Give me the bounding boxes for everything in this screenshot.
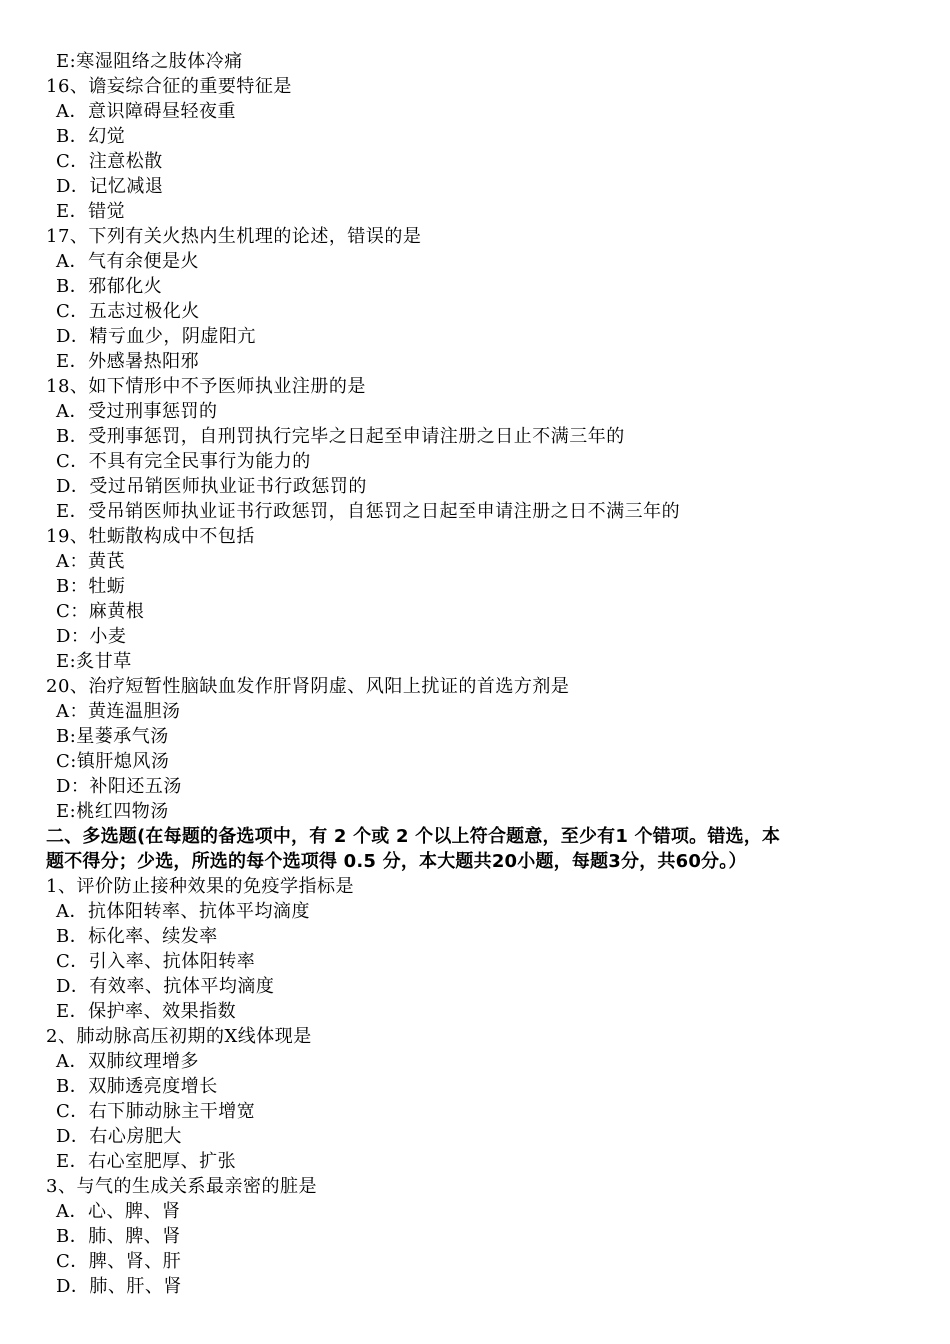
option-18-e: E．受吊销医师执业证书行政惩罚，自惩罚之日起至申请注册之日不满三年的 xyxy=(56,501,681,522)
option-19-a: A：黄芪 xyxy=(56,551,125,572)
option-m3-d: D．肺、肝、肾 xyxy=(56,1276,182,1297)
option-20-e: E:桃红四物汤 xyxy=(56,801,169,822)
option-19-c: C：麻黄根 xyxy=(56,601,145,622)
option-19-d: D：小麦 xyxy=(56,626,127,647)
option-m2-d: D．右心房肥大 xyxy=(56,1126,182,1147)
option-m3-c: C．脾、肾、肝 xyxy=(56,1251,182,1272)
option-20-d: D：补阳还五汤 xyxy=(56,776,182,797)
option-m3-a: A．心、脾、肾 xyxy=(56,1201,181,1222)
option-m2-b: B．双肺透亮度增长 xyxy=(56,1076,218,1097)
section-heading-line-1: 二、多选题(在每题的备选项中，有 2 个或 2 个以上符合题意，至少有1 个错项。错选，本 xyxy=(46,826,781,847)
option-17-b: B．邪郁化火 xyxy=(56,276,163,297)
question-19: 19、牡蛎散构成中不包括 xyxy=(46,526,255,547)
option-19-b: B：牡蛎 xyxy=(56,576,126,597)
question-m1: 1、评价防止接种效果的免疫学指标是 xyxy=(46,876,354,897)
question-m2: 2、肺动脉高压初期的X线体现是 xyxy=(46,1026,312,1047)
option-16-d: D．记忆减退 xyxy=(56,176,164,197)
question-16: 16、谵妄综合征的重要特征是 xyxy=(46,76,292,97)
option-m3-b: B．肺、脾、肾 xyxy=(56,1226,181,1247)
option-17-a: A．气有余便是火 xyxy=(56,251,199,272)
option-16-a: A．意识障碍昼轻夜重 xyxy=(56,101,236,122)
option-m1-e: E．保护率、效果指数 xyxy=(56,1001,237,1022)
option-19-e: E:炙甘草 xyxy=(56,651,132,672)
question-m3: 3、与气的生成关系最亲密的脏是 xyxy=(46,1176,317,1197)
option-m2-e: E．右心室肥厚、扩张 xyxy=(56,1151,237,1172)
option-m2-c: C．右下肺动脉主干增宽 xyxy=(56,1101,256,1122)
option-18-c: C．不具有完全民事行为能力的 xyxy=(56,451,311,472)
option-16-e: E．错觉 xyxy=(56,201,126,222)
option-17-e: E．外感暑热阳邪 xyxy=(56,351,200,372)
section-heading-line-2: 题不得分；少选，所选的每个选项得 0.5 分，本大题共20小题，每题3分，共60分。） xyxy=(46,851,747,872)
option-17-c: C．五志过极化火 xyxy=(56,301,200,322)
option-m1-a: A．抗体阳转率、抗体平均滴度 xyxy=(56,901,310,922)
option-m1-d: D．有效率、抗体平均滴度 xyxy=(56,976,275,997)
question-18: 18、如下情形中不予医师执业注册的是 xyxy=(46,376,366,397)
option-m1-b: B．标化率、续发率 xyxy=(56,926,218,947)
option-m1-c: C．引入率、抗体阳转率 xyxy=(56,951,256,972)
question-20: 20、治疗短暂性脑缺血发作肝肾阴虚、风阳上扰证的首选方剂是 xyxy=(46,676,570,697)
option-18-b: B．受刑事惩罚，自刑罚执行完毕之日起至申请注册之日止不满三年的 xyxy=(56,426,625,447)
option-20-c: C:镇肝熄风汤 xyxy=(56,751,170,772)
option-16-b: B．幻觉 xyxy=(56,126,126,147)
option-18-a: A．受过刑事惩罚的 xyxy=(56,401,218,422)
option-17-d: D．精亏血少，阴虚阳亢 xyxy=(56,326,256,347)
question-17: 17、下列有关火热内生机理的论述，错误的是 xyxy=(46,226,422,247)
option-20-a: A：黄连温胆汤 xyxy=(56,701,181,722)
option-15-e: E:寒湿阻络之肢体冷痛 xyxy=(56,51,243,72)
option-20-b: B:星蒌承气汤 xyxy=(56,726,169,747)
option-m2-a: A．双肺纹理增多 xyxy=(56,1051,199,1072)
option-16-c: C．注意松散 xyxy=(56,151,163,172)
option-18-d: D．受过吊销医师执业证书行政惩罚的 xyxy=(56,476,367,497)
